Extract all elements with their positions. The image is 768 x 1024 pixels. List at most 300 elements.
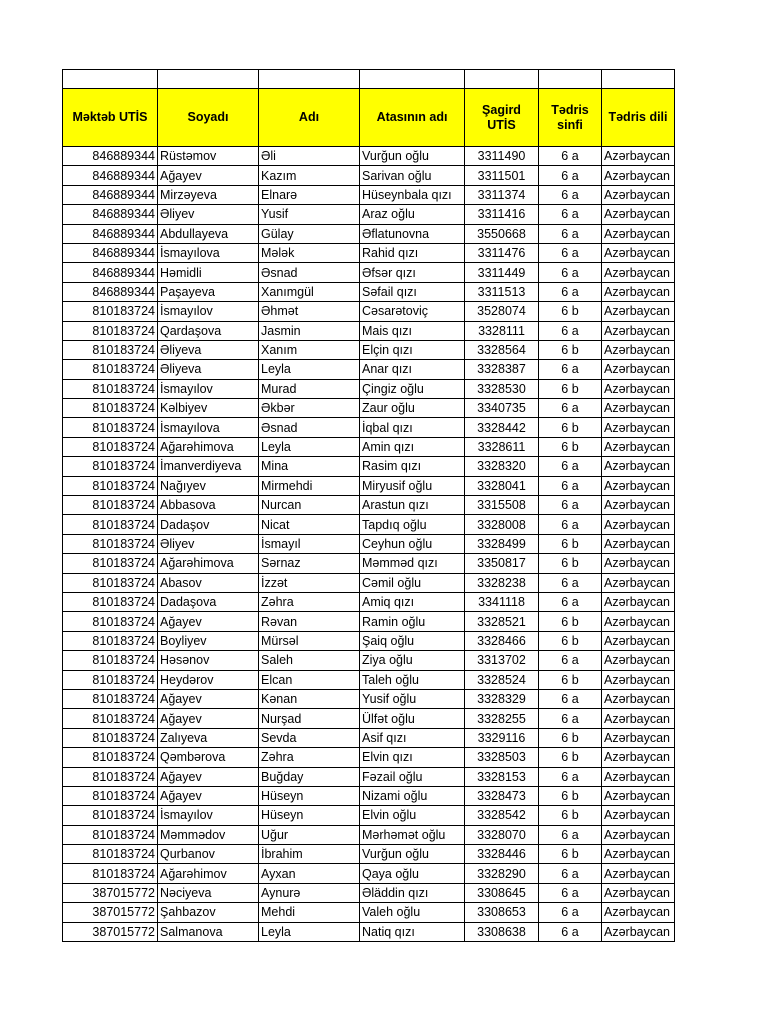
language-cell[interactable]: Azərbaycan <box>602 728 675 747</box>
header-patronymic[interactable]: Atasının adı <box>360 89 465 147</box>
surname-cell[interactable]: Ağayev <box>158 786 259 805</box>
class-cell[interactable]: 6 a <box>539 263 602 282</box>
patronymic-cell[interactable]: Anar qızı <box>360 360 465 379</box>
language-cell[interactable]: Azərbaycan <box>602 263 675 282</box>
surname-cell[interactable]: Əliyeva <box>158 340 259 359</box>
student-uti-cell[interactable]: 3328521 <box>465 612 539 631</box>
first-name-cell[interactable]: Zəhra <box>259 592 360 611</box>
school-uti-cell[interactable]: 810183724 <box>63 534 158 553</box>
first-name-cell[interactable]: Elnarə <box>259 185 360 204</box>
patronymic-cell[interactable]: Mais qızı <box>360 321 465 340</box>
blank-cell[interactable] <box>602 70 675 89</box>
school-uti-cell[interactable]: 846889344 <box>63 147 158 166</box>
blank-cell[interactable] <box>360 70 465 89</box>
first-name-cell[interactable]: Nurşad <box>259 709 360 728</box>
school-uti-cell[interactable]: 810183724 <box>63 515 158 534</box>
header-student-uti[interactable]: Şagird UTİS <box>465 89 539 147</box>
student-uti-cell[interactable]: 3311374 <box>465 185 539 204</box>
first-name-cell[interactable]: Əhmət <box>259 302 360 321</box>
language-cell[interactable]: Azərbaycan <box>602 147 675 166</box>
surname-cell[interactable]: Boyliyev <box>158 631 259 650</box>
first-name-cell[interactable]: Mirmehdi <box>259 476 360 495</box>
language-cell[interactable]: Azərbaycan <box>602 670 675 689</box>
surname-cell[interactable]: Ağayev <box>158 767 259 786</box>
school-uti-cell[interactable]: 810183724 <box>63 825 158 844</box>
surname-cell[interactable]: Rüstəmov <box>158 147 259 166</box>
student-uti-cell[interactable]: 3328503 <box>465 748 539 767</box>
class-cell[interactable]: 6 b <box>539 670 602 689</box>
first-name-cell[interactable]: Hüseyn <box>259 786 360 805</box>
language-cell[interactable]: Azərbaycan <box>602 573 675 592</box>
school-uti-cell[interactable]: 810183724 <box>63 457 158 476</box>
class-cell[interactable]: 6 a <box>539 185 602 204</box>
school-uti-cell[interactable]: 810183724 <box>63 340 158 359</box>
class-cell[interactable]: 6 b <box>539 748 602 767</box>
language-cell[interactable]: Azərbaycan <box>602 515 675 534</box>
student-uti-cell[interactable]: 3328446 <box>465 845 539 864</box>
class-cell[interactable]: 6 b <box>539 302 602 321</box>
school-uti-cell[interactable]: 810183724 <box>63 845 158 864</box>
language-cell[interactable]: Azərbaycan <box>602 399 675 418</box>
class-cell[interactable]: 6 b <box>539 806 602 825</box>
class-cell[interactable]: 6 a <box>539 399 602 418</box>
surname-cell[interactable]: Əliyeva <box>158 360 259 379</box>
language-cell[interactable]: Azərbaycan <box>602 748 675 767</box>
surname-cell[interactable]: Mirzəyeva <box>158 185 259 204</box>
class-cell[interactable]: 6 a <box>539 205 602 224</box>
patronymic-cell[interactable]: Çingiz oğlu <box>360 379 465 398</box>
school-uti-cell[interactable]: 810183724 <box>63 399 158 418</box>
surname-cell[interactable]: Ağarəhimov <box>158 864 259 883</box>
first-name-cell[interactable]: Gülay <box>259 224 360 243</box>
surname-cell[interactable]: Ağarəhimova <box>158 554 259 573</box>
first-name-cell[interactable]: Buğday <box>259 767 360 786</box>
patronymic-cell[interactable]: Əläddin qızı <box>360 883 465 902</box>
patronymic-cell[interactable]: Səfail qızı <box>360 282 465 301</box>
surname-cell[interactable]: Ağayev <box>158 689 259 708</box>
class-cell[interactable]: 6 a <box>539 476 602 495</box>
student-uti-cell[interactable]: 3328530 <box>465 379 539 398</box>
first-name-cell[interactable]: Elcan <box>259 670 360 689</box>
surname-cell[interactable]: Ağayev <box>158 166 259 185</box>
patronymic-cell[interactable]: Elvin qızı <box>360 748 465 767</box>
header-first-name[interactable]: Adı <box>259 89 360 147</box>
patronymic-cell[interactable]: Mərhəmət oğlu <box>360 825 465 844</box>
student-uti-cell[interactable]: 3308638 <box>465 922 539 941</box>
school-uti-cell[interactable]: 810183724 <box>63 418 158 437</box>
first-name-cell[interactable]: Əsnad <box>259 263 360 282</box>
language-cell[interactable]: Azərbaycan <box>602 864 675 883</box>
student-uti-cell[interactable]: 3329116 <box>465 728 539 747</box>
surname-cell[interactable]: Ağarəhimova <box>158 437 259 456</box>
language-cell[interactable]: Azərbaycan <box>602 185 675 204</box>
student-uti-cell[interactable]: 3328153 <box>465 767 539 786</box>
student-uti-cell[interactable]: 3311513 <box>465 282 539 301</box>
patronymic-cell[interactable]: Nizami oğlu <box>360 786 465 805</box>
first-name-cell[interactable]: Əkbər <box>259 399 360 418</box>
school-uti-cell[interactable]: 846889344 <box>63 282 158 301</box>
school-uti-cell[interactable]: 810183724 <box>63 806 158 825</box>
school-uti-cell[interactable]: 387015772 <box>63 903 158 922</box>
language-cell[interactable]: Azərbaycan <box>602 903 675 922</box>
student-uti-cell[interactable]: 3328255 <box>465 709 539 728</box>
class-cell[interactable]: 6 b <box>539 437 602 456</box>
student-uti-cell[interactable]: 3311449 <box>465 263 539 282</box>
class-cell[interactable]: 6 b <box>539 534 602 553</box>
school-uti-cell[interactable]: 846889344 <box>63 166 158 185</box>
patronymic-cell[interactable]: Tapdıq oğlu <box>360 515 465 534</box>
surname-cell[interactable]: Abbasova <box>158 496 259 515</box>
surname-cell[interactable]: Qardaşova <box>158 321 259 340</box>
language-cell[interactable]: Azərbaycan <box>602 631 675 650</box>
school-uti-cell[interactable]: 810183724 <box>63 379 158 398</box>
school-uti-cell[interactable]: 846889344 <box>63 185 158 204</box>
class-cell[interactable]: 6 a <box>539 864 602 883</box>
school-uti-cell[interactable]: 846889344 <box>63 224 158 243</box>
school-uti-cell[interactable]: 810183724 <box>63 573 158 592</box>
class-cell[interactable]: 6 b <box>539 418 602 437</box>
language-cell[interactable]: Azərbaycan <box>602 282 675 301</box>
surname-cell[interactable]: Həsənov <box>158 651 259 670</box>
class-cell[interactable]: 6 a <box>539 651 602 670</box>
school-uti-cell[interactable]: 846889344 <box>63 263 158 282</box>
first-name-cell[interactable]: Leyla <box>259 360 360 379</box>
first-name-cell[interactable]: Jasmin <box>259 321 360 340</box>
class-cell[interactable]: 6 a <box>539 573 602 592</box>
class-cell[interactable]: 6 a <box>539 922 602 941</box>
surname-cell[interactable]: İsmayılov <box>158 379 259 398</box>
student-uti-cell[interactable]: 3328070 <box>465 825 539 844</box>
student-uti-cell[interactable]: 3328290 <box>465 864 539 883</box>
class-cell[interactable]: 6 a <box>539 689 602 708</box>
student-uti-cell[interactable]: 3311476 <box>465 243 539 262</box>
student-uti-cell[interactable]: 3328542 <box>465 806 539 825</box>
school-uti-cell[interactable]: 810183724 <box>63 496 158 515</box>
patronymic-cell[interactable]: Qaya oğlu <box>360 864 465 883</box>
school-uti-cell[interactable]: 387015772 <box>63 922 158 941</box>
first-name-cell[interactable]: Sevda <box>259 728 360 747</box>
language-cell[interactable]: Azərbaycan <box>602 496 675 515</box>
school-uti-cell[interactable]: 810183724 <box>63 476 158 495</box>
surname-cell[interactable]: İsmayılov <box>158 302 259 321</box>
blank-cell[interactable] <box>465 70 539 89</box>
patronymic-cell[interactable]: Şaiq oğlu <box>360 631 465 650</box>
first-name-cell[interactable]: Uğur <box>259 825 360 844</box>
surname-cell[interactable]: İmanverdiyeva <box>158 457 259 476</box>
school-uti-cell[interactable]: 810183724 <box>63 670 158 689</box>
language-cell[interactable]: Azərbaycan <box>602 224 675 243</box>
surname-cell[interactable]: Dadaşova <box>158 592 259 611</box>
school-uti-cell[interactable]: 810183724 <box>63 709 158 728</box>
surname-cell[interactable]: Nağıyev <box>158 476 259 495</box>
school-uti-cell[interactable]: 810183724 <box>63 728 158 747</box>
first-name-cell[interactable]: Murad <box>259 379 360 398</box>
language-cell[interactable]: Azərbaycan <box>602 922 675 941</box>
class-cell[interactable]: 6 a <box>539 903 602 922</box>
student-uti-cell[interactable]: 3528074 <box>465 302 539 321</box>
patronymic-cell[interactable]: Valeh oğlu <box>360 903 465 922</box>
surname-cell[interactable]: İsmayılova <box>158 243 259 262</box>
surname-cell[interactable]: Əliyev <box>158 534 259 553</box>
class-cell[interactable]: 6 a <box>539 147 602 166</box>
blank-cell[interactable] <box>259 70 360 89</box>
student-uti-cell[interactable]: 3308645 <box>465 883 539 902</box>
language-cell[interactable]: Azərbaycan <box>602 360 675 379</box>
surname-cell[interactable]: Salmanova <box>158 922 259 941</box>
first-name-cell[interactable]: Zəhra <box>259 748 360 767</box>
language-cell[interactable]: Azərbaycan <box>602 340 675 359</box>
student-uti-cell[interactable]: 3350817 <box>465 554 539 573</box>
language-cell[interactable]: Azərbaycan <box>602 205 675 224</box>
surname-cell[interactable]: Məmmədov <box>158 825 259 844</box>
blank-cell[interactable] <box>539 70 602 89</box>
class-cell[interactable]: 6 a <box>539 282 602 301</box>
surname-cell[interactable]: Nəciyeva <box>158 883 259 902</box>
patronymic-cell[interactable]: Fəzail oğlu <box>360 767 465 786</box>
first-name-cell[interactable]: Mehdi <box>259 903 360 922</box>
first-name-cell[interactable]: Saleh <box>259 651 360 670</box>
header-school-uti[interactable]: Məktəb UTİS <box>63 89 158 147</box>
first-name-cell[interactable]: Əsnad <box>259 418 360 437</box>
patronymic-cell[interactable]: Vurğun oğlu <box>360 147 465 166</box>
school-uti-cell[interactable]: 810183724 <box>63 302 158 321</box>
school-uti-cell[interactable]: 387015772 <box>63 883 158 902</box>
patronymic-cell[interactable]: Ceyhun oğlu <box>360 534 465 553</box>
student-uti-cell[interactable]: 3328041 <box>465 476 539 495</box>
class-cell[interactable]: 6 b <box>539 379 602 398</box>
first-name-cell[interactable]: İbrahim <box>259 845 360 864</box>
surname-cell[interactable]: Qurbanov <box>158 845 259 864</box>
student-uti-cell[interactable]: 3340735 <box>465 399 539 418</box>
student-uti-cell[interactable]: 3328442 <box>465 418 539 437</box>
patronymic-cell[interactable]: Cəmil oğlu <box>360 573 465 592</box>
student-uti-cell[interactable]: 3308653 <box>465 903 539 922</box>
student-uti-cell[interactable]: 3315508 <box>465 496 539 515</box>
class-cell[interactable]: 6 a <box>539 360 602 379</box>
patronymic-cell[interactable]: Miryusif oğlu <box>360 476 465 495</box>
patronymic-cell[interactable]: Ülfət oğlu <box>360 709 465 728</box>
surname-cell[interactable]: Zalıyeva <box>158 728 259 747</box>
school-uti-cell[interactable]: 810183724 <box>63 748 158 767</box>
school-uti-cell[interactable]: 810183724 <box>63 864 158 883</box>
language-cell[interactable]: Azərbaycan <box>602 651 675 670</box>
class-cell[interactable]: 6 b <box>539 786 602 805</box>
patronymic-cell[interactable]: Yusif oğlu <box>360 689 465 708</box>
patronymic-cell[interactable]: Əflatunovna <box>360 224 465 243</box>
class-cell[interactable]: 6 a <box>539 883 602 902</box>
first-name-cell[interactable]: İzzət <box>259 573 360 592</box>
language-cell[interactable]: Azərbaycan <box>602 418 675 437</box>
student-uti-cell[interactable]: 3311490 <box>465 147 539 166</box>
class-cell[interactable]: 6 b <box>539 845 602 864</box>
class-cell[interactable]: 6 a <box>539 767 602 786</box>
student-uti-cell[interactable]: 3328564 <box>465 340 539 359</box>
patronymic-cell[interactable]: Amin qızı <box>360 437 465 456</box>
language-cell[interactable]: Azərbaycan <box>602 592 675 611</box>
school-uti-cell[interactable]: 810183724 <box>63 689 158 708</box>
first-name-cell[interactable]: Kazım <box>259 166 360 185</box>
patronymic-cell[interactable]: Hüseynbala qızı <box>360 185 465 204</box>
class-cell[interactable]: 6 b <box>539 340 602 359</box>
first-name-cell[interactable]: Nurcan <box>259 496 360 515</box>
blank-cell[interactable] <box>158 70 259 89</box>
first-name-cell[interactable]: Kənan <box>259 689 360 708</box>
language-cell[interactable]: Azərbaycan <box>602 554 675 573</box>
student-uti-cell[interactable]: 3328238 <box>465 573 539 592</box>
patronymic-cell[interactable]: Asif qızı <box>360 728 465 747</box>
first-name-cell[interactable]: Aynurə <box>259 883 360 902</box>
language-cell[interactable]: Azərbaycan <box>602 534 675 553</box>
first-name-cell[interactable]: Mina <box>259 457 360 476</box>
student-uti-cell[interactable]: 3328499 <box>465 534 539 553</box>
class-cell[interactable]: 6 b <box>539 554 602 573</box>
class-cell[interactable]: 6 a <box>539 825 602 844</box>
first-name-cell[interactable]: Leyla <box>259 922 360 941</box>
student-uti-cell[interactable]: 3328524 <box>465 670 539 689</box>
surname-cell[interactable]: İsmayılov <box>158 806 259 825</box>
student-uti-cell[interactable]: 3328320 <box>465 457 539 476</box>
header-surname[interactable]: Soyadı <box>158 89 259 147</box>
language-cell[interactable]: Azərbaycan <box>602 825 675 844</box>
first-name-cell[interactable]: Leyla <box>259 437 360 456</box>
surname-cell[interactable]: Əliyev <box>158 205 259 224</box>
surname-cell[interactable]: İsmayılova <box>158 418 259 437</box>
language-cell[interactable]: Azərbaycan <box>602 883 675 902</box>
student-uti-cell[interactable]: 3328111 <box>465 321 539 340</box>
surname-cell[interactable]: Abdullayeva <box>158 224 259 243</box>
school-uti-cell[interactable]: 810183724 <box>63 554 158 573</box>
student-uti-cell[interactable]: 3328466 <box>465 631 539 650</box>
school-uti-cell[interactable]: 810183724 <box>63 651 158 670</box>
first-name-cell[interactable]: Hüseyn <box>259 806 360 825</box>
patronymic-cell[interactable]: Arastun qızı <box>360 496 465 515</box>
student-uti-cell[interactable]: 3328329 <box>465 689 539 708</box>
school-uti-cell[interactable]: 810183724 <box>63 631 158 650</box>
patronymic-cell[interactable]: Taleh oğlu <box>360 670 465 689</box>
student-uti-cell[interactable]: 3341118 <box>465 592 539 611</box>
school-uti-cell[interactable]: 810183724 <box>63 767 158 786</box>
surname-cell[interactable]: Kəlbiyev <box>158 399 259 418</box>
class-cell[interactable]: 6 a <box>539 592 602 611</box>
first-name-cell[interactable]: İsmayıl <box>259 534 360 553</box>
surname-cell[interactable]: Ağayev <box>158 612 259 631</box>
surname-cell[interactable]: Heydərov <box>158 670 259 689</box>
patronymic-cell[interactable]: Əfsər qızı <box>360 263 465 282</box>
patronymic-cell[interactable]: Sarivan oğlu <box>360 166 465 185</box>
language-cell[interactable]: Azərbaycan <box>602 806 675 825</box>
patronymic-cell[interactable]: Vurğun oğlu <box>360 845 465 864</box>
student-uti-cell[interactable]: 3328473 <box>465 786 539 805</box>
patronymic-cell[interactable]: Amiq qızı <box>360 592 465 611</box>
class-cell[interactable]: 6 a <box>539 515 602 534</box>
student-uti-cell[interactable]: 3311501 <box>465 166 539 185</box>
patronymic-cell[interactable]: Cəsarətoviç <box>360 302 465 321</box>
first-name-cell[interactable]: Yusif <box>259 205 360 224</box>
surname-cell[interactable]: Paşayeva <box>158 282 259 301</box>
language-cell[interactable]: Azərbaycan <box>602 437 675 456</box>
patronymic-cell[interactable]: Ramin oğlu <box>360 612 465 631</box>
header-language[interactable]: Tədris dili <box>602 89 675 147</box>
school-uti-cell[interactable]: 846889344 <box>63 205 158 224</box>
surname-cell[interactable]: Dadaşov <box>158 515 259 534</box>
language-cell[interactable]: Azərbaycan <box>602 845 675 864</box>
patronymic-cell[interactable]: İqbal qızı <box>360 418 465 437</box>
class-cell[interactable]: 6 b <box>539 728 602 747</box>
school-uti-cell[interactable]: 846889344 <box>63 243 158 262</box>
language-cell[interactable]: Azərbaycan <box>602 709 675 728</box>
header-class[interactable]: Tədris sinfi <box>539 89 602 147</box>
student-uti-cell[interactable]: 3311416 <box>465 205 539 224</box>
school-uti-cell[interactable]: 810183724 <box>63 786 158 805</box>
language-cell[interactable]: Azərbaycan <box>602 612 675 631</box>
first-name-cell[interactable]: Rəvan <box>259 612 360 631</box>
language-cell[interactable]: Azərbaycan <box>602 379 675 398</box>
class-cell[interactable]: 6 a <box>539 243 602 262</box>
patronymic-cell[interactable]: Rasim qızı <box>360 457 465 476</box>
patronymic-cell[interactable]: Elvin oğlu <box>360 806 465 825</box>
patronymic-cell[interactable]: Natiq qızı <box>360 922 465 941</box>
first-name-cell[interactable]: Əli <box>259 147 360 166</box>
class-cell[interactable]: 6 a <box>539 709 602 728</box>
language-cell[interactable]: Azərbaycan <box>602 243 675 262</box>
patronymic-cell[interactable]: Məmməd qızı <box>360 554 465 573</box>
class-cell[interactable]: 6 a <box>539 321 602 340</box>
patronymic-cell[interactable]: Zaur oğlu <box>360 399 465 418</box>
patronymic-cell[interactable]: Elçin qızı <box>360 340 465 359</box>
language-cell[interactable]: Azərbaycan <box>602 476 675 495</box>
student-uti-cell[interactable]: 3313702 <box>465 651 539 670</box>
language-cell[interactable]: Azərbaycan <box>602 767 675 786</box>
patronymic-cell[interactable]: Araz oğlu <box>360 205 465 224</box>
class-cell[interactable]: 6 a <box>539 457 602 476</box>
first-name-cell[interactable]: Ayxan <box>259 864 360 883</box>
school-uti-cell[interactable]: 810183724 <box>63 612 158 631</box>
language-cell[interactable]: Azərbaycan <box>602 457 675 476</box>
class-cell[interactable]: 6 b <box>539 612 602 631</box>
surname-cell[interactable]: Abasov <box>158 573 259 592</box>
first-name-cell[interactable]: Xanımgül <box>259 282 360 301</box>
patronymic-cell[interactable]: Rahid qızı <box>360 243 465 262</box>
surname-cell[interactable]: Həmidli <box>158 263 259 282</box>
language-cell[interactable]: Azərbaycan <box>602 786 675 805</box>
surname-cell[interactable]: Ağayev <box>158 709 259 728</box>
class-cell[interactable]: 6 a <box>539 496 602 515</box>
student-uti-cell[interactable]: 3328611 <box>465 437 539 456</box>
student-uti-cell[interactable]: 3328387 <box>465 360 539 379</box>
patronymic-cell[interactable]: Ziya oğlu <box>360 651 465 670</box>
class-cell[interactable]: 6 a <box>539 224 602 243</box>
student-uti-cell[interactable]: 3328008 <box>465 515 539 534</box>
school-uti-cell[interactable]: 810183724 <box>63 360 158 379</box>
blank-cell[interactable] <box>63 70 158 89</box>
first-name-cell[interactable]: Xanım <box>259 340 360 359</box>
language-cell[interactable]: Azərbaycan <box>602 166 675 185</box>
school-uti-cell[interactable]: 810183724 <box>63 321 158 340</box>
language-cell[interactable]: Azərbaycan <box>602 302 675 321</box>
language-cell[interactable]: Azərbaycan <box>602 321 675 340</box>
school-uti-cell[interactable]: 810183724 <box>63 592 158 611</box>
surname-cell[interactable]: Şahbazov <box>158 903 259 922</box>
school-uti-cell[interactable]: 810183724 <box>63 437 158 456</box>
first-name-cell[interactable]: Nicat <box>259 515 360 534</box>
first-name-cell[interactable]: Mələk <box>259 243 360 262</box>
language-cell[interactable]: Azərbaycan <box>602 689 675 708</box>
class-cell[interactable]: 6 a <box>539 166 602 185</box>
first-name-cell[interactable]: Mürsəl <box>259 631 360 650</box>
class-cell[interactable]: 6 b <box>539 631 602 650</box>
surname-cell[interactable]: Qəmbərova <box>158 748 259 767</box>
student-uti-cell[interactable]: 3550668 <box>465 224 539 243</box>
